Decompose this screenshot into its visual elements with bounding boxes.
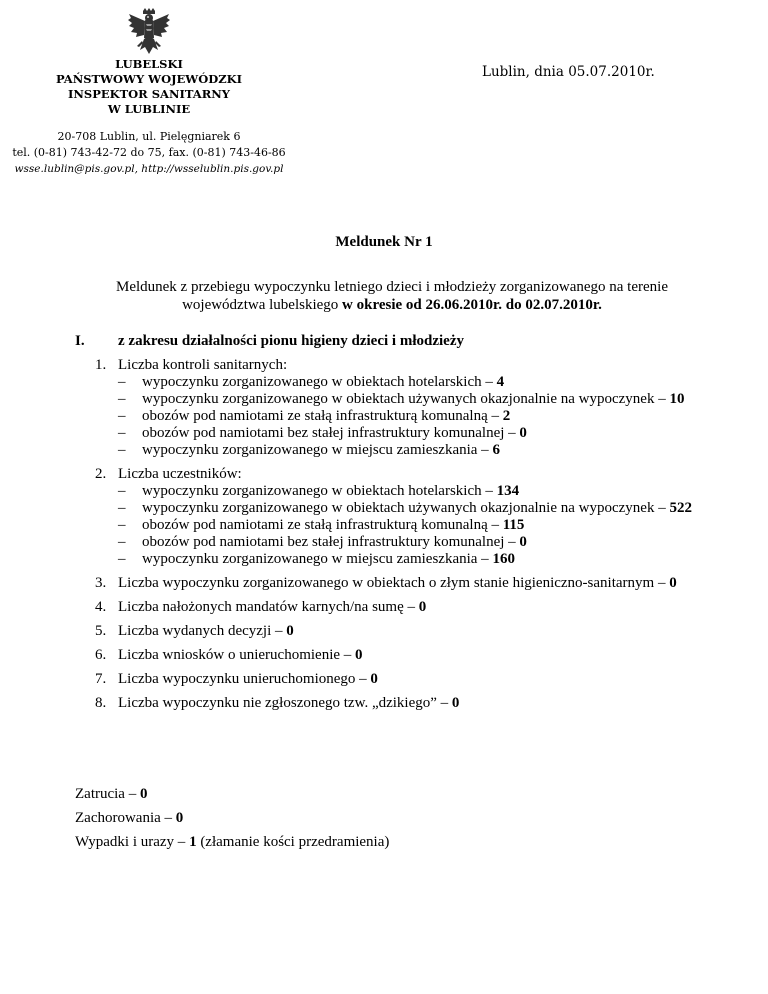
polish-eagle-emblem-icon bbox=[127, 8, 171, 58]
sub-item-value: 10 bbox=[669, 391, 685, 407]
list-item bbox=[75, 695, 695, 712]
item-label: Liczba wypoczynku unieruchomionego – bbox=[118, 671, 371, 687]
item-number: 6. bbox=[95, 647, 107, 663]
document-title: Meldunek Nr 1 bbox=[335, 234, 433, 250]
item-number: 2. bbox=[95, 466, 107, 482]
section-title: z zakresu działalności pionu higieny dzieci i młodzieży bbox=[118, 333, 464, 349]
sub-item-value: 4 bbox=[496, 374, 505, 390]
list-item bbox=[75, 575, 695, 592]
sub-item-label: wypoczynku zorganizowanego w miejscu zamieszkania – bbox=[142, 551, 493, 567]
sub-item-label: wypoczynku zorganizowanego w obiektach używanych okazjonalnie na wypoczynek – bbox=[142, 391, 670, 407]
summary-value: 0 bbox=[175, 810, 184, 826]
item-list bbox=[75, 357, 695, 712]
sub-item-value: 0 bbox=[519, 534, 527, 550]
list-item bbox=[75, 599, 695, 616]
office-line: INSPEKTOR SANITARNY bbox=[68, 87, 230, 101]
phone-line: tel. (0-81) 743-42-72 do 75, fax. (0-81) 743-46-86 bbox=[12, 146, 286, 159]
sub-item-value: 160 bbox=[492, 551, 515, 567]
item-label: Liczba wydanych decyzji – bbox=[118, 623, 287, 639]
summary-label: Wypadki i urazy – bbox=[75, 834, 190, 850]
item-number: 5. bbox=[95, 623, 107, 639]
office-line: LUBELSKI bbox=[115, 57, 183, 71]
item-label: Liczba wypoczynku zorganizowanego w obiektach o złym stanie higieniczno-sanitarnym – bbox=[118, 575, 670, 591]
summary-label: Zachorowania – bbox=[75, 810, 176, 826]
sub-item: – wypoczynku zorganizowanego w obiektach hotelarskich – 4 bbox=[118, 374, 505, 390]
item-value: 0 bbox=[418, 599, 427, 615]
summary-block bbox=[75, 782, 389, 854]
item-number: 1. bbox=[95, 357, 107, 373]
subtitle-text: Meldunek z przebiegu wypoczynku letniego dzieci i młodzieży zorganizowanego na terenie województwa lubelskiego bbox=[115, 279, 668, 313]
sub-item-value: 522 bbox=[669, 500, 692, 516]
address-line: 20-708 Lublin, ul. Pielęgniarek 6 bbox=[57, 130, 241, 143]
list-item bbox=[75, 623, 695, 640]
section-heading bbox=[75, 333, 695, 353]
summary-label: Zatrucia – bbox=[75, 786, 140, 802]
sub-item: – wypoczynku zorganizowanego w obiektach używanych okazjonalnie na wypoczynek – 522 bbox=[118, 500, 692, 516]
sub-item-label: obozów pod namiotami ze stałą infrastrukturą komunalną – bbox=[142, 517, 503, 533]
list-item bbox=[75, 357, 695, 459]
item-number: 3. bbox=[95, 575, 107, 591]
sub-item: – wypoczynku zorganizowanego w miejscu zamieszkania – 160 bbox=[118, 551, 515, 567]
sub-item-label: obozów pod namiotami ze stałą infrastrukturą komunalną – bbox=[142, 408, 503, 424]
sub-item-label: wypoczynku zorganizowanego w obiektach używanych okazjonalnie na wypoczynek – bbox=[142, 500, 670, 516]
sub-item: – wypoczynku zorganizowanego w obiektach używanych okazjonalnie na wypoczynek – 10 bbox=[118, 391, 685, 407]
address-block bbox=[8, 129, 290, 177]
sub-item: – obozów pod namiotami bez stałej infrastruktury komunalnej – 0 bbox=[118, 425, 527, 441]
item-label: Liczba wypoczynku nie zgłoszonego tzw. „dzikiego” – bbox=[118, 695, 452, 711]
sub-item-label: wypoczynku zorganizowanego w miejscu zamieszkania – bbox=[142, 442, 493, 458]
summary-line bbox=[75, 830, 389, 854]
summary-value: 1 bbox=[189, 834, 197, 850]
sub-item-value: 6 bbox=[492, 442, 500, 458]
sub-item: – obozów pod namiotami ze stałą infrastrukturą komunalną – 115 bbox=[118, 517, 525, 533]
item-label: Liczba uczestników: bbox=[118, 466, 242, 482]
sub-item-label: wypoczynku zorganizowanego w obiektach hotelarskich – bbox=[142, 483, 497, 499]
item-value: 0 bbox=[355, 647, 363, 663]
item-value: 0 bbox=[669, 575, 677, 591]
document-subtitle bbox=[92, 278, 692, 314]
item-number: 8. bbox=[95, 695, 107, 711]
sub-item-label: wypoczynku zorganizowanego w obiektach hotelarskich – bbox=[142, 374, 497, 390]
item-number: 4. bbox=[95, 599, 107, 615]
summary-value: 0 bbox=[139, 786, 148, 802]
sub-item-value: 0 bbox=[519, 425, 527, 441]
summary-line bbox=[75, 782, 389, 806]
sub-item-value: 115 bbox=[502, 517, 525, 533]
sub-item-label: obozów pod namiotami bez stałej infrastruktury komunalnej – bbox=[142, 534, 520, 550]
sub-item: – obozów pod namiotami ze stałą infrastrukturą komunalną – 2 bbox=[118, 408, 511, 424]
sub-item-value: 2 bbox=[502, 408, 511, 424]
section-hygiene bbox=[75, 333, 695, 719]
item-label: Liczba kontroli sanitarnych: bbox=[118, 357, 288, 373]
list-item bbox=[75, 671, 695, 688]
item-label: Liczba wniosków o unieruchomienie – bbox=[118, 647, 356, 663]
item-number: 7. bbox=[95, 671, 107, 687]
web-line: wsse.lublin@pis.gov.pl, http://wsselublin.pis.gov.pl bbox=[14, 163, 284, 175]
item-label: Liczba nałożonych mandatów karnych/na sumę – bbox=[118, 599, 419, 615]
office-name bbox=[20, 57, 278, 117]
sub-list bbox=[118, 374, 695, 459]
sub-item-label: obozów pod namiotami bez stałej infrastruktury komunalnej – bbox=[142, 425, 520, 441]
item-value: 0 bbox=[451, 695, 460, 711]
summary-line bbox=[75, 806, 389, 830]
section-number: I. bbox=[75, 333, 85, 349]
place-date: Lublin, dnia 05.07.2010r. bbox=[482, 64, 655, 80]
office-line: W LUBLINIE bbox=[107, 102, 191, 116]
sub-list bbox=[118, 483, 695, 568]
list-item bbox=[75, 647, 695, 664]
item-value: 0 bbox=[370, 671, 378, 687]
item-value: 0 bbox=[286, 623, 294, 639]
summary-note: (złamanie kości przedramienia) bbox=[196, 834, 390, 850]
list-item bbox=[75, 466, 695, 568]
sub-item: – obozów pod namiotami bez stałej infrastruktury komunalnej – 0 bbox=[118, 534, 527, 550]
sub-item: – wypoczynku zorganizowanego w miejscu zamieszkania – 6 bbox=[118, 442, 500, 458]
office-line: PAŃSTWOWY WOJEWÓDZKI bbox=[56, 72, 242, 86]
sub-item-value: 134 bbox=[496, 483, 520, 499]
subtitle-period: w okresie od 26.06.2010r. do 02.07.2010r. bbox=[342, 297, 602, 313]
sub-item: – wypoczynku zorganizowanego w obiektach hotelarskich – 134 bbox=[118, 483, 520, 499]
